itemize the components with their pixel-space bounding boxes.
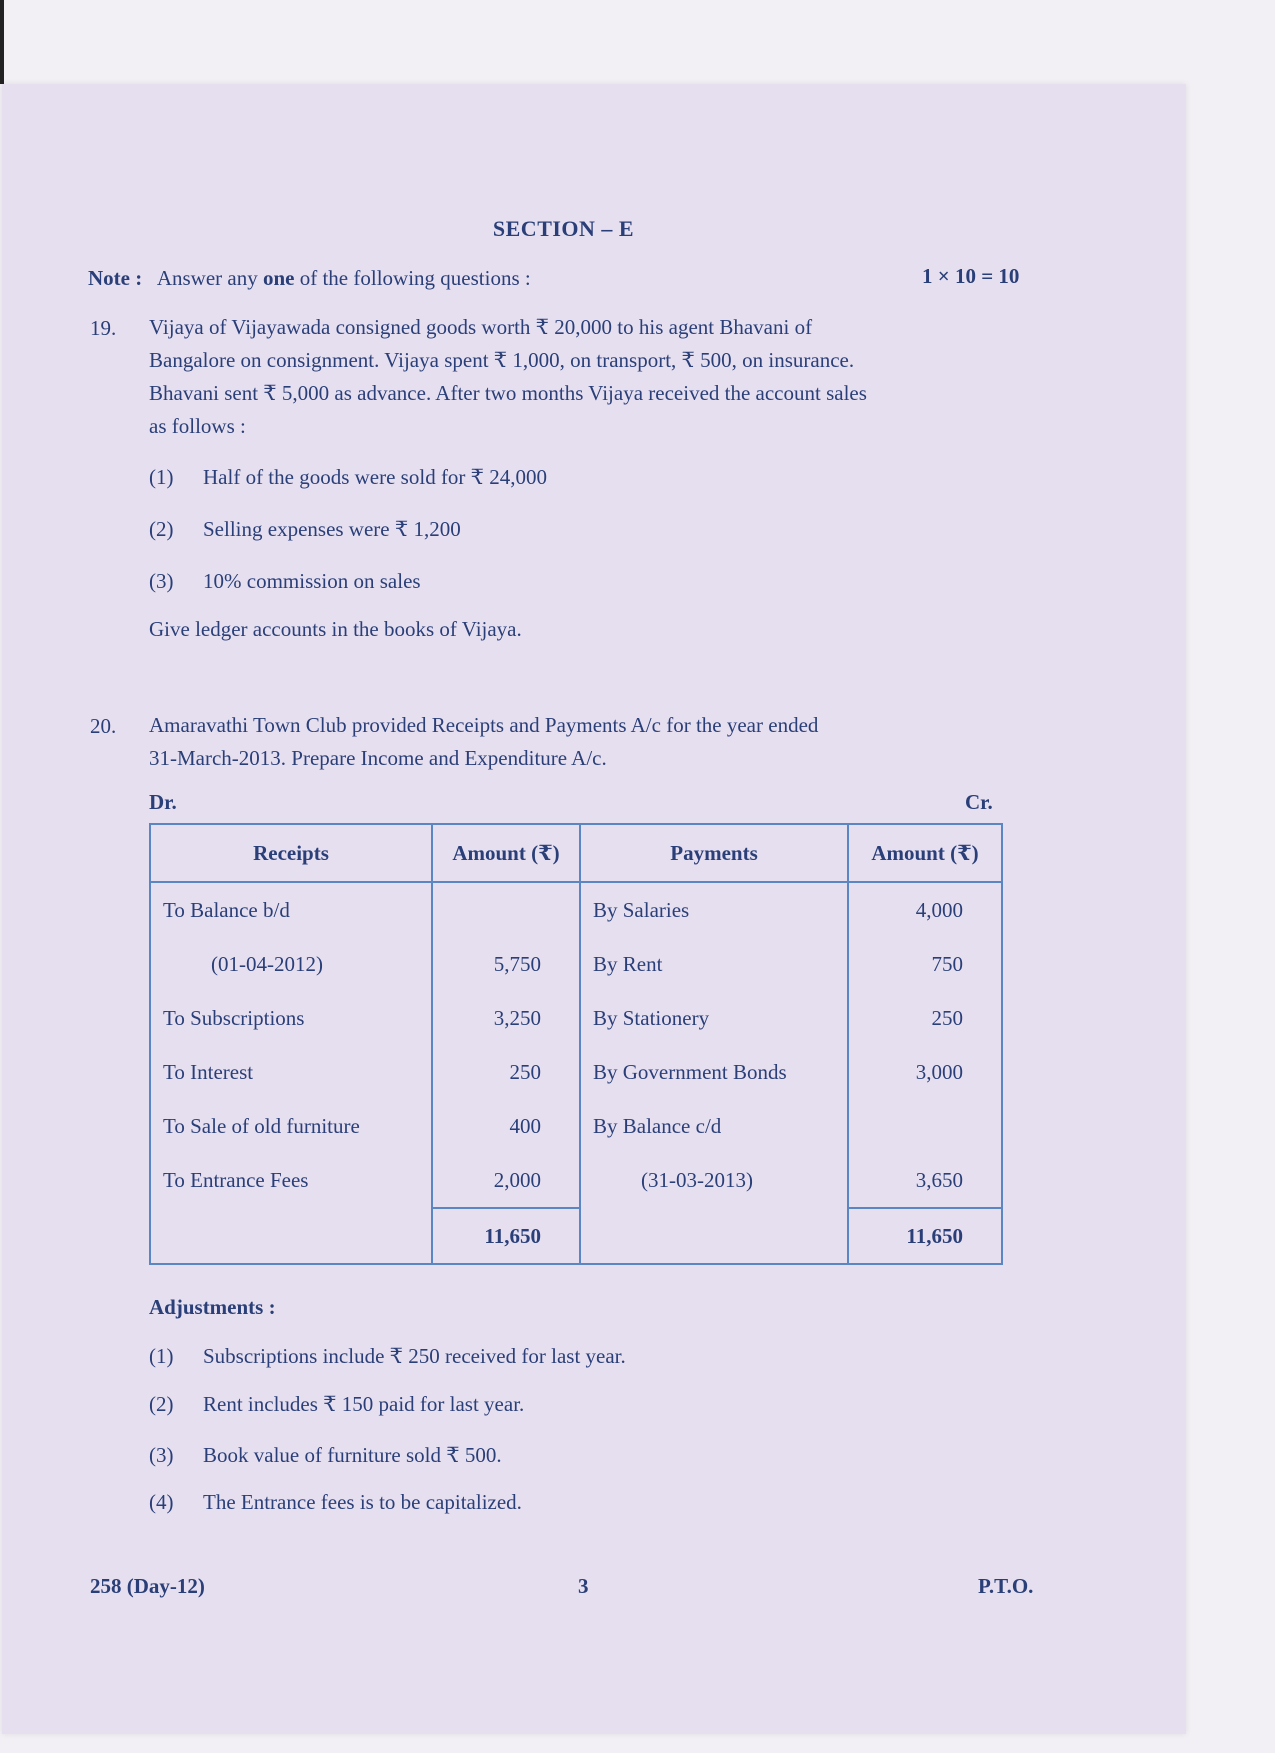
- receipt-item: To Entrance Fees: [150, 1153, 432, 1208]
- payment-item: By Government Bonds: [580, 1045, 848, 1099]
- payment-item: By Rent: [580, 937, 848, 991]
- adjustment-item: [149, 1443, 502, 1468]
- total-receipts: 11,650: [432, 1208, 580, 1264]
- header-amount-receipts: Amount (₹): [432, 824, 580, 882]
- marks-label: 1 × 10 = 10: [922, 264, 1020, 288]
- header-amount-payments: Amount (₹): [848, 824, 1002, 882]
- table-row: [150, 937, 1002, 991]
- q19-line: as follows :: [149, 414, 246, 438]
- q19-item-text: 10% commission on sales: [203, 569, 421, 593]
- receipt-item: To Subscriptions: [150, 991, 432, 1045]
- total-blank: [150, 1208, 432, 1264]
- receipt-amount: 3,250: [432, 991, 580, 1045]
- table-header-row: [150, 824, 1002, 882]
- paper-code: 258 (Day-12): [90, 1574, 205, 1598]
- adjustment-text: Book value of furniture sold ₹ 500.: [203, 1443, 502, 1467]
- payment-item: (31-03-2013): [580, 1153, 848, 1208]
- total-blank: [580, 1208, 848, 1264]
- receipt-amount: 400: [432, 1099, 580, 1153]
- adjustment-item: [149, 1490, 522, 1515]
- table-row: [150, 1153, 1002, 1208]
- receipt-amount: 5,750: [432, 937, 580, 991]
- table-row: [150, 1045, 1002, 1099]
- adjustments-title: Adjustments :: [149, 1295, 276, 1319]
- payment-amount: 4,000: [848, 882, 1002, 937]
- adjustment-text: The Entrance fees is to be capitalized.: [203, 1490, 522, 1514]
- note-text-after: of the following questions :: [294, 266, 531, 290]
- adjustment-item: [149, 1344, 626, 1369]
- receipts-payments-table: [149, 823, 1003, 1265]
- adjustment-item: [149, 1392, 524, 1417]
- q20-line: Amaravathi Town Club provided Receipts and Payments A/c for the year ended: [149, 713, 819, 737]
- receipt-item: To Balance b/d: [150, 882, 432, 937]
- q19-item: [149, 465, 547, 490]
- q19-item-number: (3): [149, 569, 174, 593]
- cr-label: Cr.: [965, 790, 993, 814]
- section-title: SECTION – E: [492, 216, 635, 241]
- adjustment-text: Rent includes ₹ 150 paid for last year.: [203, 1392, 525, 1416]
- q19-line: Bhavani sent ₹ 5,000 as advance. After two months Vijaya received the account sales: [149, 381, 867, 405]
- adjustment-number: (1): [149, 1344, 174, 1368]
- q19-item-text: Selling expenses were ₹ 1,200: [203, 517, 461, 541]
- q19-item: [149, 569, 421, 594]
- question-19-text: [149, 311, 1013, 443]
- header-payments: Payments: [580, 824, 848, 882]
- payment-item: By Balance c/d: [580, 1099, 848, 1153]
- receipt-item: To Interest: [150, 1045, 432, 1099]
- q20-line: 31-March-2013. Prepare Income and Expenditure A/c.: [149, 746, 607, 770]
- note-bold-word: one: [262, 266, 295, 290]
- adjustment-number: (4): [149, 1490, 174, 1514]
- question-19-number: 19.: [90, 316, 117, 340]
- payment-item: By Salaries: [580, 882, 848, 937]
- payment-item: By Stationery: [580, 991, 848, 1045]
- receipt-amount: 2,000: [432, 1153, 580, 1208]
- note-line: [88, 266, 531, 291]
- q19-item-number: (2): [149, 517, 174, 541]
- q19-item: [149, 517, 461, 542]
- table-row: [150, 991, 1002, 1045]
- q19-line: Bangalore on consignment. Vijaya spent ₹ 1,000, on transport, ₹ 500, on insurance.: [149, 348, 855, 372]
- page-edge: [0, 0, 4, 84]
- adjustment-number: (3): [149, 1443, 174, 1467]
- table-total-row: [150, 1208, 1002, 1264]
- page-number: 3: [578, 1574, 589, 1598]
- payment-amount: 750: [848, 937, 1002, 991]
- q19-line: Vijaya of Vijayawada consigned goods worth ₹ 20,000 to his agent Bhavani of: [149, 315, 813, 339]
- q19-instruction: Give ledger accounts in the books of Vijaya.: [149, 617, 522, 641]
- receipt-item: To Sale of old furniture: [150, 1099, 432, 1153]
- payment-amount: [848, 1099, 1002, 1153]
- table-row: [150, 882, 1002, 937]
- note-label: Note :: [88, 266, 143, 290]
- payment-amount: 250: [848, 991, 1002, 1045]
- adjustment-text: Subscriptions include ₹ 250 received for last year.: [203, 1344, 626, 1368]
- q19-item-number: (1): [149, 465, 174, 489]
- adjustment-number: (2): [149, 1392, 174, 1416]
- payment-amount: 3,000: [848, 1045, 1002, 1099]
- total-payments: 11,650: [848, 1208, 1002, 1264]
- pto-label: P.T.O.: [978, 1574, 1034, 1598]
- payment-amount: 3,650: [848, 1153, 1002, 1208]
- question-20-number: 20.: [90, 714, 117, 738]
- header-receipts: Receipts: [150, 824, 432, 882]
- receipt-amount: [432, 882, 580, 937]
- receipt-item: (01-04-2012): [150, 937, 432, 991]
- note-text-before: Answer any: [156, 266, 263, 290]
- table-row: [150, 1099, 1002, 1153]
- question-20-text: [149, 709, 1013, 775]
- receipt-amount: 250: [432, 1045, 580, 1099]
- dr-label: Dr.: [149, 790, 177, 814]
- q19-item-text: Half of the goods were sold for ₹ 24,000: [203, 465, 548, 489]
